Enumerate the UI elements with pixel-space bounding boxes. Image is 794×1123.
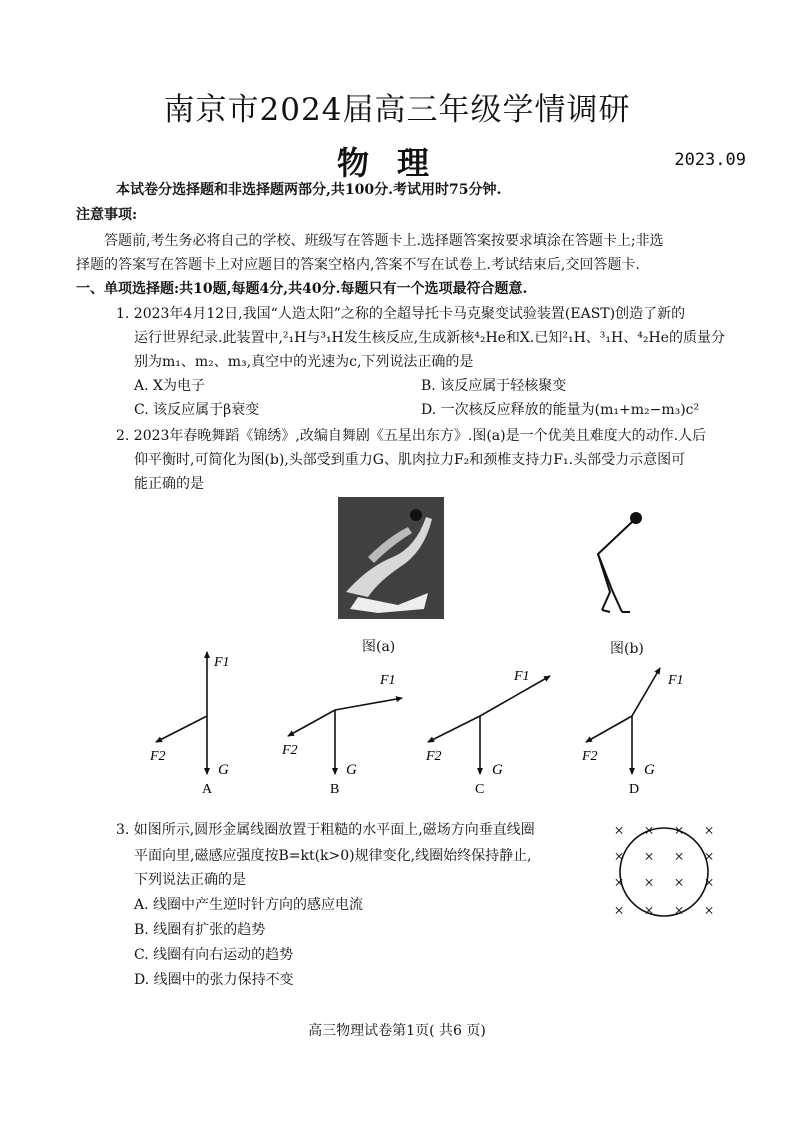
diagram-c-f1-label: F1 xyxy=(514,669,530,684)
q1-stem-line-1: 1. 2023年4月12日,我国“人造太阳”之称的全超导托卡马克聚变试验装置(EAST)创造了新的 xyxy=(116,306,686,322)
q3-stem-line-3: 下列说法正确的是 xyxy=(134,872,246,888)
q1-option-b: B. 该反应属于轻核聚变 xyxy=(421,378,567,394)
exam-summary: 本试卷分选择题和非选择题两部分,共100分.考试用时75分钟. xyxy=(116,182,502,198)
q1-stem-line-3: 别为m₁、m₂、m₃,真空中的光速为c,下列说法正确的是 xyxy=(134,354,474,370)
diagram-b-g-label: G xyxy=(346,762,357,778)
q2-stem-line-1: 2. 2023年春晚舞蹈《锦绣》,改编自舞剧《五星出东方》.图(a)是一个优美且难度大的动作.人后 xyxy=(116,428,707,444)
field-marker: × xyxy=(674,901,684,920)
diagram-c-f2-label: F2 xyxy=(426,749,442,764)
diagram-b-option-label: B xyxy=(330,782,340,797)
field-marker: × xyxy=(674,847,684,866)
field-marker: × xyxy=(644,901,654,920)
exam-title: 南京市2024届高三年级学情调研 xyxy=(163,92,631,128)
q2-stem-line-3: 能正确的是 xyxy=(134,476,204,492)
diagram-c xyxy=(425,669,550,797)
notice-line-1: 答题前,考生务必将自己的学校、班级写在答题卡上.选择题答案按要求填涂在答题卡上;非选 xyxy=(104,233,664,249)
coil-circle xyxy=(620,828,708,916)
magnetic-field-figure xyxy=(602,816,726,932)
q3-stem-line-2: 平面向里,磁感应强度按B=kt(k>0)规律变化,线圈始终保持静止, xyxy=(134,848,532,864)
q3-stem-line-1: 3. 如图所示,圆形金属线圈放置于粗糙的水平面上,磁场方向垂直线圈 xyxy=(116,822,535,838)
field-marker: × xyxy=(704,847,714,866)
dance-photo xyxy=(338,497,444,619)
force-diagrams xyxy=(140,648,720,798)
diagram-d-g-label: G xyxy=(644,762,655,778)
field-marker: × xyxy=(704,901,714,920)
stick-figure-diagram xyxy=(588,508,648,620)
q3-option-d: D. 线圈中的张力保持不变 xyxy=(134,972,294,988)
notice-label: 注意事项: xyxy=(76,207,138,223)
q3-option-b: B. 线圈有扩张的趋势 xyxy=(134,922,266,938)
q2-stem-line-2: 仰平衡时,可简化为图(b),头部受到重力G、肌肉拉力F₂和颈椎支持力F₁.头部受力示意图可 xyxy=(134,452,686,468)
field-marker: × xyxy=(704,873,714,892)
field-marker: × xyxy=(644,873,654,892)
diagram-a-f1-label: F1 xyxy=(214,655,230,670)
page-footer: 高三物理试卷第1页( 共6 页) xyxy=(308,1023,486,1039)
field-marker: × xyxy=(644,847,654,866)
diagram-b-f2-label: F2 xyxy=(282,743,298,758)
field-marker: × xyxy=(614,901,624,920)
diagram-b-f1-label: F1 xyxy=(380,673,396,688)
field-marker: × xyxy=(704,821,714,840)
field-marker: × xyxy=(644,821,654,840)
q1-option-a: A. X为电子 xyxy=(134,378,205,394)
figure-b-caption: 图(b) xyxy=(610,641,644,657)
diagram-d-f1-label: F1 xyxy=(668,673,684,688)
field-marker: × xyxy=(614,873,624,892)
diagram-a-f2-label: F2 xyxy=(150,749,166,764)
q1-stem-line-2: 运行世界纪录.此装置中,²₁H与³₁H发生核反应,生成新核⁴₂He和X.已知²₁H、³₁H、⁴₂He的质量分 xyxy=(134,330,725,346)
diagram-b xyxy=(281,673,402,797)
subject-title: 物理 xyxy=(336,144,457,182)
notice-line-2: 择题的答案写在答题卡上对应题目的答案空格内,答案不写在试卷上.考试结束后,交回答题卡. xyxy=(76,257,640,273)
diagram-d-option-label: D xyxy=(629,782,640,797)
figure-a-caption: 图(a) xyxy=(362,639,396,655)
field-marker: × xyxy=(674,873,684,892)
diagram-a xyxy=(149,652,230,797)
diagram-a-g-label: G xyxy=(218,762,229,778)
q3-option-c: C. 线圈有向右运动的趋势 xyxy=(134,947,294,963)
field-marker: × xyxy=(674,821,684,840)
q1-option-c: C. 该反应属于β衰变 xyxy=(134,402,260,418)
q1-option-d: D. 一次核反应释放的能量为(m₁+m₂−m₃)c² xyxy=(421,402,700,418)
diagram-a-option-label: A xyxy=(202,782,213,797)
q3-option-a: A. 线圈中产生逆时针方向的感应电流 xyxy=(134,897,364,913)
diagram-c-option-label: C xyxy=(475,782,485,797)
exam-date: 2023.09 xyxy=(674,150,746,170)
section-heading: 一、单项选择题:共10题,每题4分,共40分.每题只有一个选项最符合题意. xyxy=(76,281,528,297)
diagram-c-g-label: G xyxy=(492,762,503,778)
field-marker: × xyxy=(614,821,624,840)
field-marker: × xyxy=(614,847,624,866)
diagram-d-f2-label: F2 xyxy=(582,749,598,764)
diagram-d xyxy=(581,668,684,797)
